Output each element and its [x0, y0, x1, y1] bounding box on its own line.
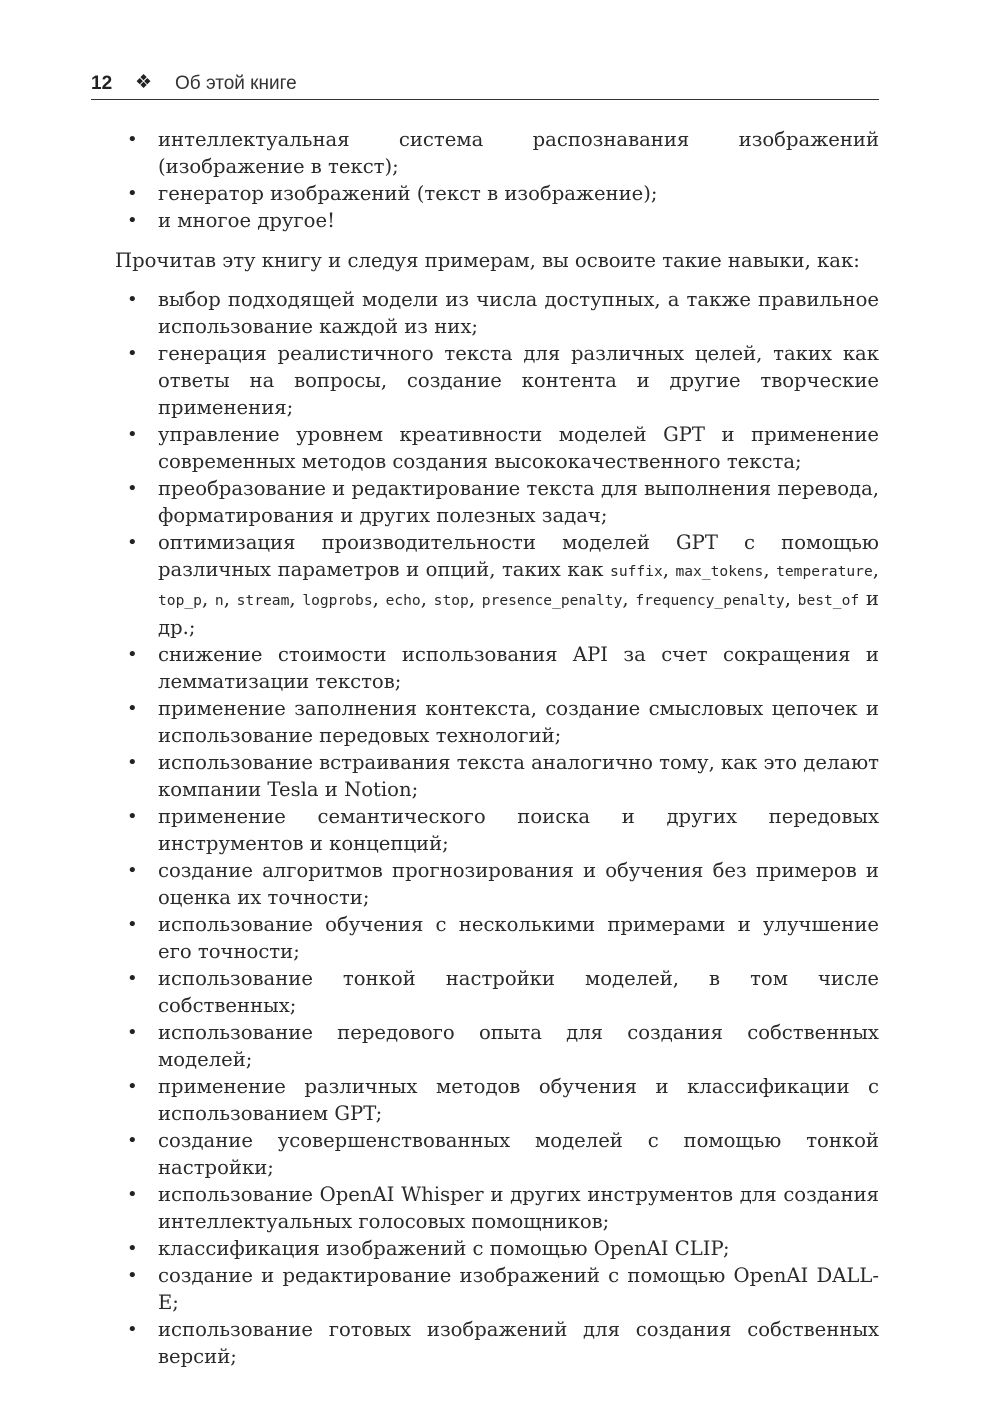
feature-list	[115, 126, 879, 234]
list-item-parameters: • оптимизация производительности моделей GPT с помощью различных параметров и опций, таких как suffix, max_tokens, temperature, top_p, n, stream, logprobs, echo, stop, presence_penalty, frequency_penalty, best_of и др.;	[115, 529, 879, 641]
param-code: max_tokens	[675, 563, 764, 580]
list-item: • создание алгоритмов прогнозирования и обучения без примеров и оценка их точности;	[115, 857, 879, 911]
param-code: echo	[385, 592, 421, 609]
param-code: best_of	[797, 592, 860, 609]
skills-list	[115, 286, 879, 1370]
list-item: • создание и редактирование изображений с помощью OpenAI DALL-E;	[115, 1262, 879, 1316]
list-item: • создание усовершенствованных моделей с помощью тонкой настройки;	[115, 1127, 879, 1181]
page-header	[91, 68, 879, 100]
list-item: • использование передового опыта для создания собственных моделей;	[115, 1019, 879, 1073]
param-code: logprobs	[302, 592, 373, 609]
list-item: • генерация реалистичного текста для различных целей, таких как ответы на вопросы, создание контента и другие творческие применения;	[115, 340, 879, 421]
param-code: suffix	[610, 563, 663, 580]
intro-paragraph: Прочитав эту книгу и следуя примерам, вы освоите такие навыки, как:	[115, 249, 860, 272]
list-item: • классификация изображений с помощью OpenAI CLIP;	[115, 1235, 879, 1262]
param-code: stop	[433, 592, 469, 609]
list-item: • снижение стоимости использования API за счет сокращения и лемматизации текстов;	[115, 641, 879, 695]
list-item: • применение различных методов обучения и классификации с использованием GPT;	[115, 1073, 879, 1127]
param-code: stream	[236, 592, 290, 609]
param-code: n	[214, 592, 224, 609]
params-tail: и др.;	[158, 587, 879, 639]
list-item: • использование тонкой настройки моделей, в том числе собственных;	[115, 965, 879, 1019]
list-item: • применение заполнения контекста, создание смысловых цепочек и использование передовых технологий;	[115, 695, 879, 749]
page-number: 12	[91, 73, 113, 94]
list-item: • и многое другое!	[115, 207, 879, 234]
list-item: • использование обучения с несколькими примерами и улучшение его точности;	[115, 911, 879, 965]
param-code: frequency_penalty	[635, 592, 785, 609]
param-code: temperature	[776, 563, 873, 580]
running-title: Об этой книге	[175, 73, 297, 94]
list-item: • выбор подходящей модели из числа доступных, а также правильное использование каждой из них;	[115, 286, 879, 340]
param-code: presence_penalty	[481, 592, 623, 609]
list-item: • использование OpenAI Whisper и других инструментов для создания интеллектуальных голосовых помощников;	[115, 1181, 879, 1235]
list-item: • использование встраивания текста аналогично тому, как это делают компании Tesla и Notion;	[115, 749, 879, 803]
page-body	[115, 126, 879, 1370]
param-code: top_p	[158, 592, 202, 609]
params-lead: оптимизация производительности моделей GPT с помощью различных параметров и опций, таких как	[158, 531, 879, 581]
list-item: • генератор изображений (текст в изображение);	[115, 180, 879, 207]
list-item: • применение семантического поиска и других передовых инструментов и концепций;	[115, 803, 879, 857]
list-item: • интеллектуальная система распознавания изображений (изображение в текст);	[115, 126, 879, 180]
list-item: • преобразование и редактирование текста для выполнения перевода, форматирования и других полезных задач;	[115, 475, 879, 529]
list-item: • управление уровнем креативности моделей GPT и применение современных методов создания высококачественного текста;	[115, 421, 879, 475]
ornament-icon: ❖	[135, 72, 153, 93]
list-item: • использование готовых изображений для создания собственных версий;	[115, 1316, 879, 1370]
